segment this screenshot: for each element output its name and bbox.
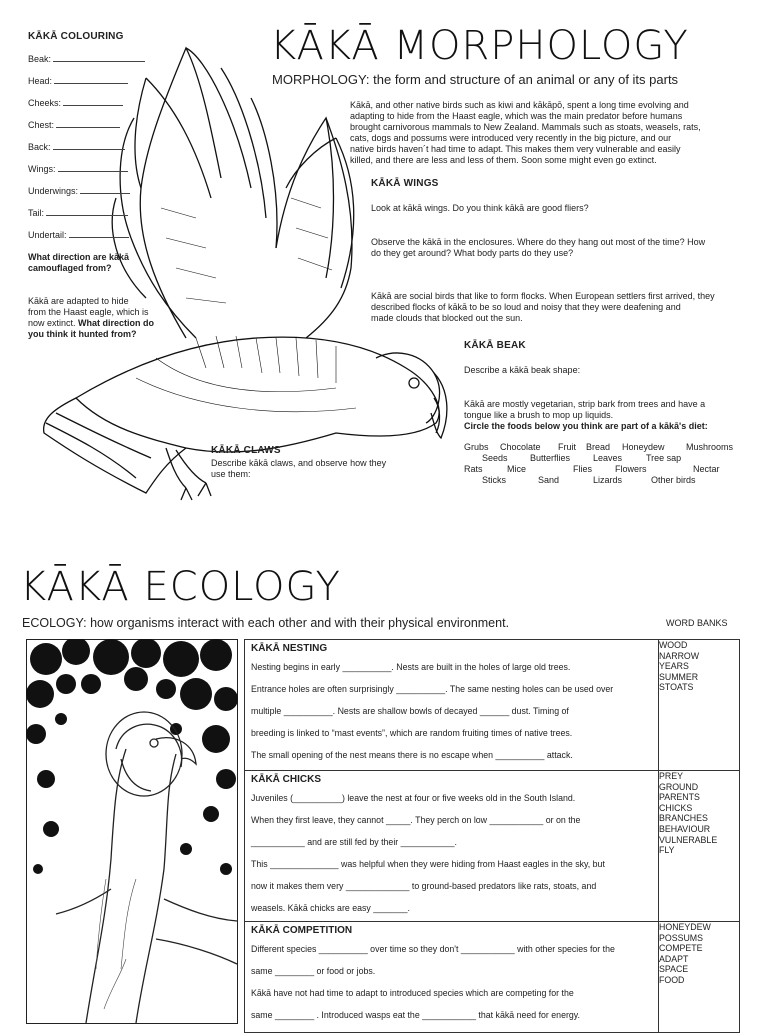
colour-undertail[interactable]: Undertail: — [28, 224, 145, 246]
food-item[interactable]: Lizards — [593, 475, 623, 485]
food-item[interactable]: Sticks — [482, 475, 507, 485]
food-item[interactable]: Mushrooms — [686, 442, 734, 452]
food-item[interactable]: Chocolate — [500, 442, 541, 452]
fill-in-line[interactable]: When they first leave, they cannot _____. They perch on low ___________ or on the — [251, 815, 581, 825]
fill-in-line[interactable]: same ________ . Introduced wasps eat the ___________ that kākā need for energy. — [251, 1010, 580, 1020]
colour-cheeks[interactable]: Cheeks: — [28, 92, 145, 114]
food-item[interactable]: Mice — [507, 464, 527, 474]
beak-paragraph: Kākā are mostly vegetarian, strip bark from trees and have a tongue like a brush to mop up liquids. Circle the foods below you think are part of a kākā's diet: — [464, 399, 708, 431]
wings-paragraph: Kākā are social birds that like to form flocks. When European settlers first arrived, they described flocks of kākā to be so loud and noisy that they were deafening and made clouds that blocked out the sun. — [371, 291, 715, 323]
wings-heading: KĀKĀ WINGS — [371, 178, 439, 189]
food-item[interactable]: Sand — [538, 475, 560, 485]
ecology-worksheet-table — [244, 639, 740, 1033]
fill-in-line[interactable]: weasels. Kākā chicks are easy _______. — [251, 903, 410, 913]
colour-chest[interactable]: Chest: — [28, 114, 145, 136]
competition-word-bank: HONEYDEW POSSUMS COMPETE ADAPT SPACE FOOD — [659, 922, 740, 1033]
fill-in-line[interactable]: Different species __________ over time so they don't ___________ with other species for the — [251, 944, 615, 954]
fill-in-line[interactable]: same ________ or food or jobs. — [251, 966, 376, 976]
chicks-heading: KĀKĀ CHICKS — [251, 774, 321, 785]
ecology-subtitle: ECOLOGY: how organisms interact with each other and with their physical environment. — [22, 616, 510, 630]
claws-heading: KĀKĀ CLAWS — [211, 445, 281, 456]
ecology-title: KĀKĀ ECOLOGY — [20, 564, 341, 610]
nesting-word-bank: WOOD NARROW YEARS SUMMER STOATS — [659, 640, 740, 771]
food-item[interactable]: Other birds — [651, 475, 696, 485]
food-item[interactable]: Grubs — [464, 442, 489, 452]
colour-tail[interactable]: Tail: — [28, 202, 145, 224]
food-item[interactable]: Butterflies — [530, 453, 571, 463]
wings-question-2: Observe the kākā in the enclosures. Where do they hang out most of the time? How do they get around? What body parts do they use? — [371, 237, 706, 258]
fill-in-line[interactable]: Kākā have not had time to adapt to introduced species which are competing for the — [251, 988, 574, 998]
nesting-heading: KĀKĀ NESTING — [251, 643, 328, 654]
food-item[interactable]: Bread — [586, 442, 611, 452]
intro-line: adapting to hide from the Haast eagle, which was the main predator before humans — [350, 111, 683, 121]
fill-in-line[interactable]: Nesting begins in early __________. Nests are built in the holes of large old trees. — [251, 662, 571, 672]
food-item[interactable]: Flies — [573, 464, 593, 474]
fill-in-line[interactable]: The small opening of the nest means there is no escape when __________ attack. — [251, 750, 573, 760]
competition-heading: KĀKĀ COMPETITION — [251, 925, 353, 936]
kaka-in-tree-illustration — [26, 639, 238, 1024]
food-item[interactable]: Honeydew — [622, 442, 665, 452]
chicks-row — [245, 771, 740, 922]
fill-in-line[interactable]: multiple __________. Nests are shallow bowls of decayed ______ dust. Timing of — [251, 706, 569, 716]
food-item[interactable]: Tree sap — [646, 453, 682, 463]
competition-row — [245, 922, 740, 1033]
colour-underwings[interactable]: Underwings: — [28, 180, 145, 202]
diet-food-list — [464, 442, 754, 492]
fill-in-line[interactable]: ___________ and are still fed by their ___________. — [251, 837, 457, 847]
food-item[interactable]: Fruit — [558, 442, 576, 452]
wings-question-1: Look at kākā wings. Do you think kākā are good fliers? — [371, 203, 589, 213]
morphology-subtitle: MORPHOLOGY: the form and structure of an animal or any of its parts — [272, 72, 679, 87]
haast-eagle-question: Kākā are adapted to hide from the Haast eagle, which is now extinct. What direction do you think it hunted from? — [28, 296, 155, 339]
fill-in-line[interactable]: Entrance holes are often surprisingly __________. The same nesting holes can be used over — [251, 684, 614, 694]
claws-question: Describe kākā claws, and observe how they use them: — [211, 458, 387, 479]
fill-in-line[interactable]: breeding is linked to “mast events”, which are random fruiting times of native trees. — [251, 728, 573, 738]
colour-head[interactable]: Head: — [28, 70, 145, 92]
fill-in-line[interactable]: now it makes them very _____________ to ground-based predators like rats, stoats, and — [251, 881, 597, 891]
colouring-list — [28, 48, 145, 246]
intro-line: brought carnivorous mammals to New Zealand. Mammals such as stoats, weasels, rats, — [350, 122, 701, 132]
food-item[interactable]: Rats — [464, 464, 483, 474]
colouring-heading: KĀKĀ COLOURING — [28, 31, 124, 42]
food-item[interactable]: Flowers — [615, 464, 647, 474]
colour-beak[interactable]: Beak: — [28, 48, 145, 70]
word-banks-label: WORD BANKS — [666, 618, 728, 628]
intro-line: Kākā, and other native birds such as kiwi and kākāpō, spent a long time evolving and — [350, 100, 689, 110]
camouflage-question: What direction are kākā camouflaged from? — [28, 252, 130, 273]
food-item[interactable]: Leaves — [593, 453, 623, 463]
intro-line: cats, dogs and possums were introduced very recently in the big picture, and our — [350, 133, 672, 143]
colour-back[interactable]: Back: — [28, 136, 145, 158]
food-item[interactable]: Seeds — [482, 453, 508, 463]
nesting-row — [245, 640, 740, 771]
beak-question: Describe a kākā beak shape: — [464, 365, 581, 375]
intro-line: native birds haven´t had time to adapt. This makes them very vulnerable and easily — [350, 144, 681, 154]
food-item[interactable]: Nectar — [693, 464, 720, 474]
morphology-title: KĀKĀ MORPHOLOGY — [270, 23, 689, 69]
fill-in-line[interactable]: Juveniles (__________) leave the nest at four or five weeks old in the South Island. — [251, 793, 576, 803]
chicks-word-bank: PREY GROUND PARENTS CHICKS BRANCHES BEHAVIOUR VULNERABLE FLY — [659, 771, 740, 922]
beak-heading: KĀKĀ BEAK — [464, 340, 526, 351]
colour-wings[interactable]: Wings: — [28, 158, 145, 180]
morphology-intro — [350, 100, 750, 166]
intro-line: killed, and there are less and less of them. Soon some might even go extinct. — [350, 155, 657, 165]
fill-in-line[interactable]: This ______________ was helpful when they were hiding from Haast eagles in the sky, but — [251, 859, 605, 869]
